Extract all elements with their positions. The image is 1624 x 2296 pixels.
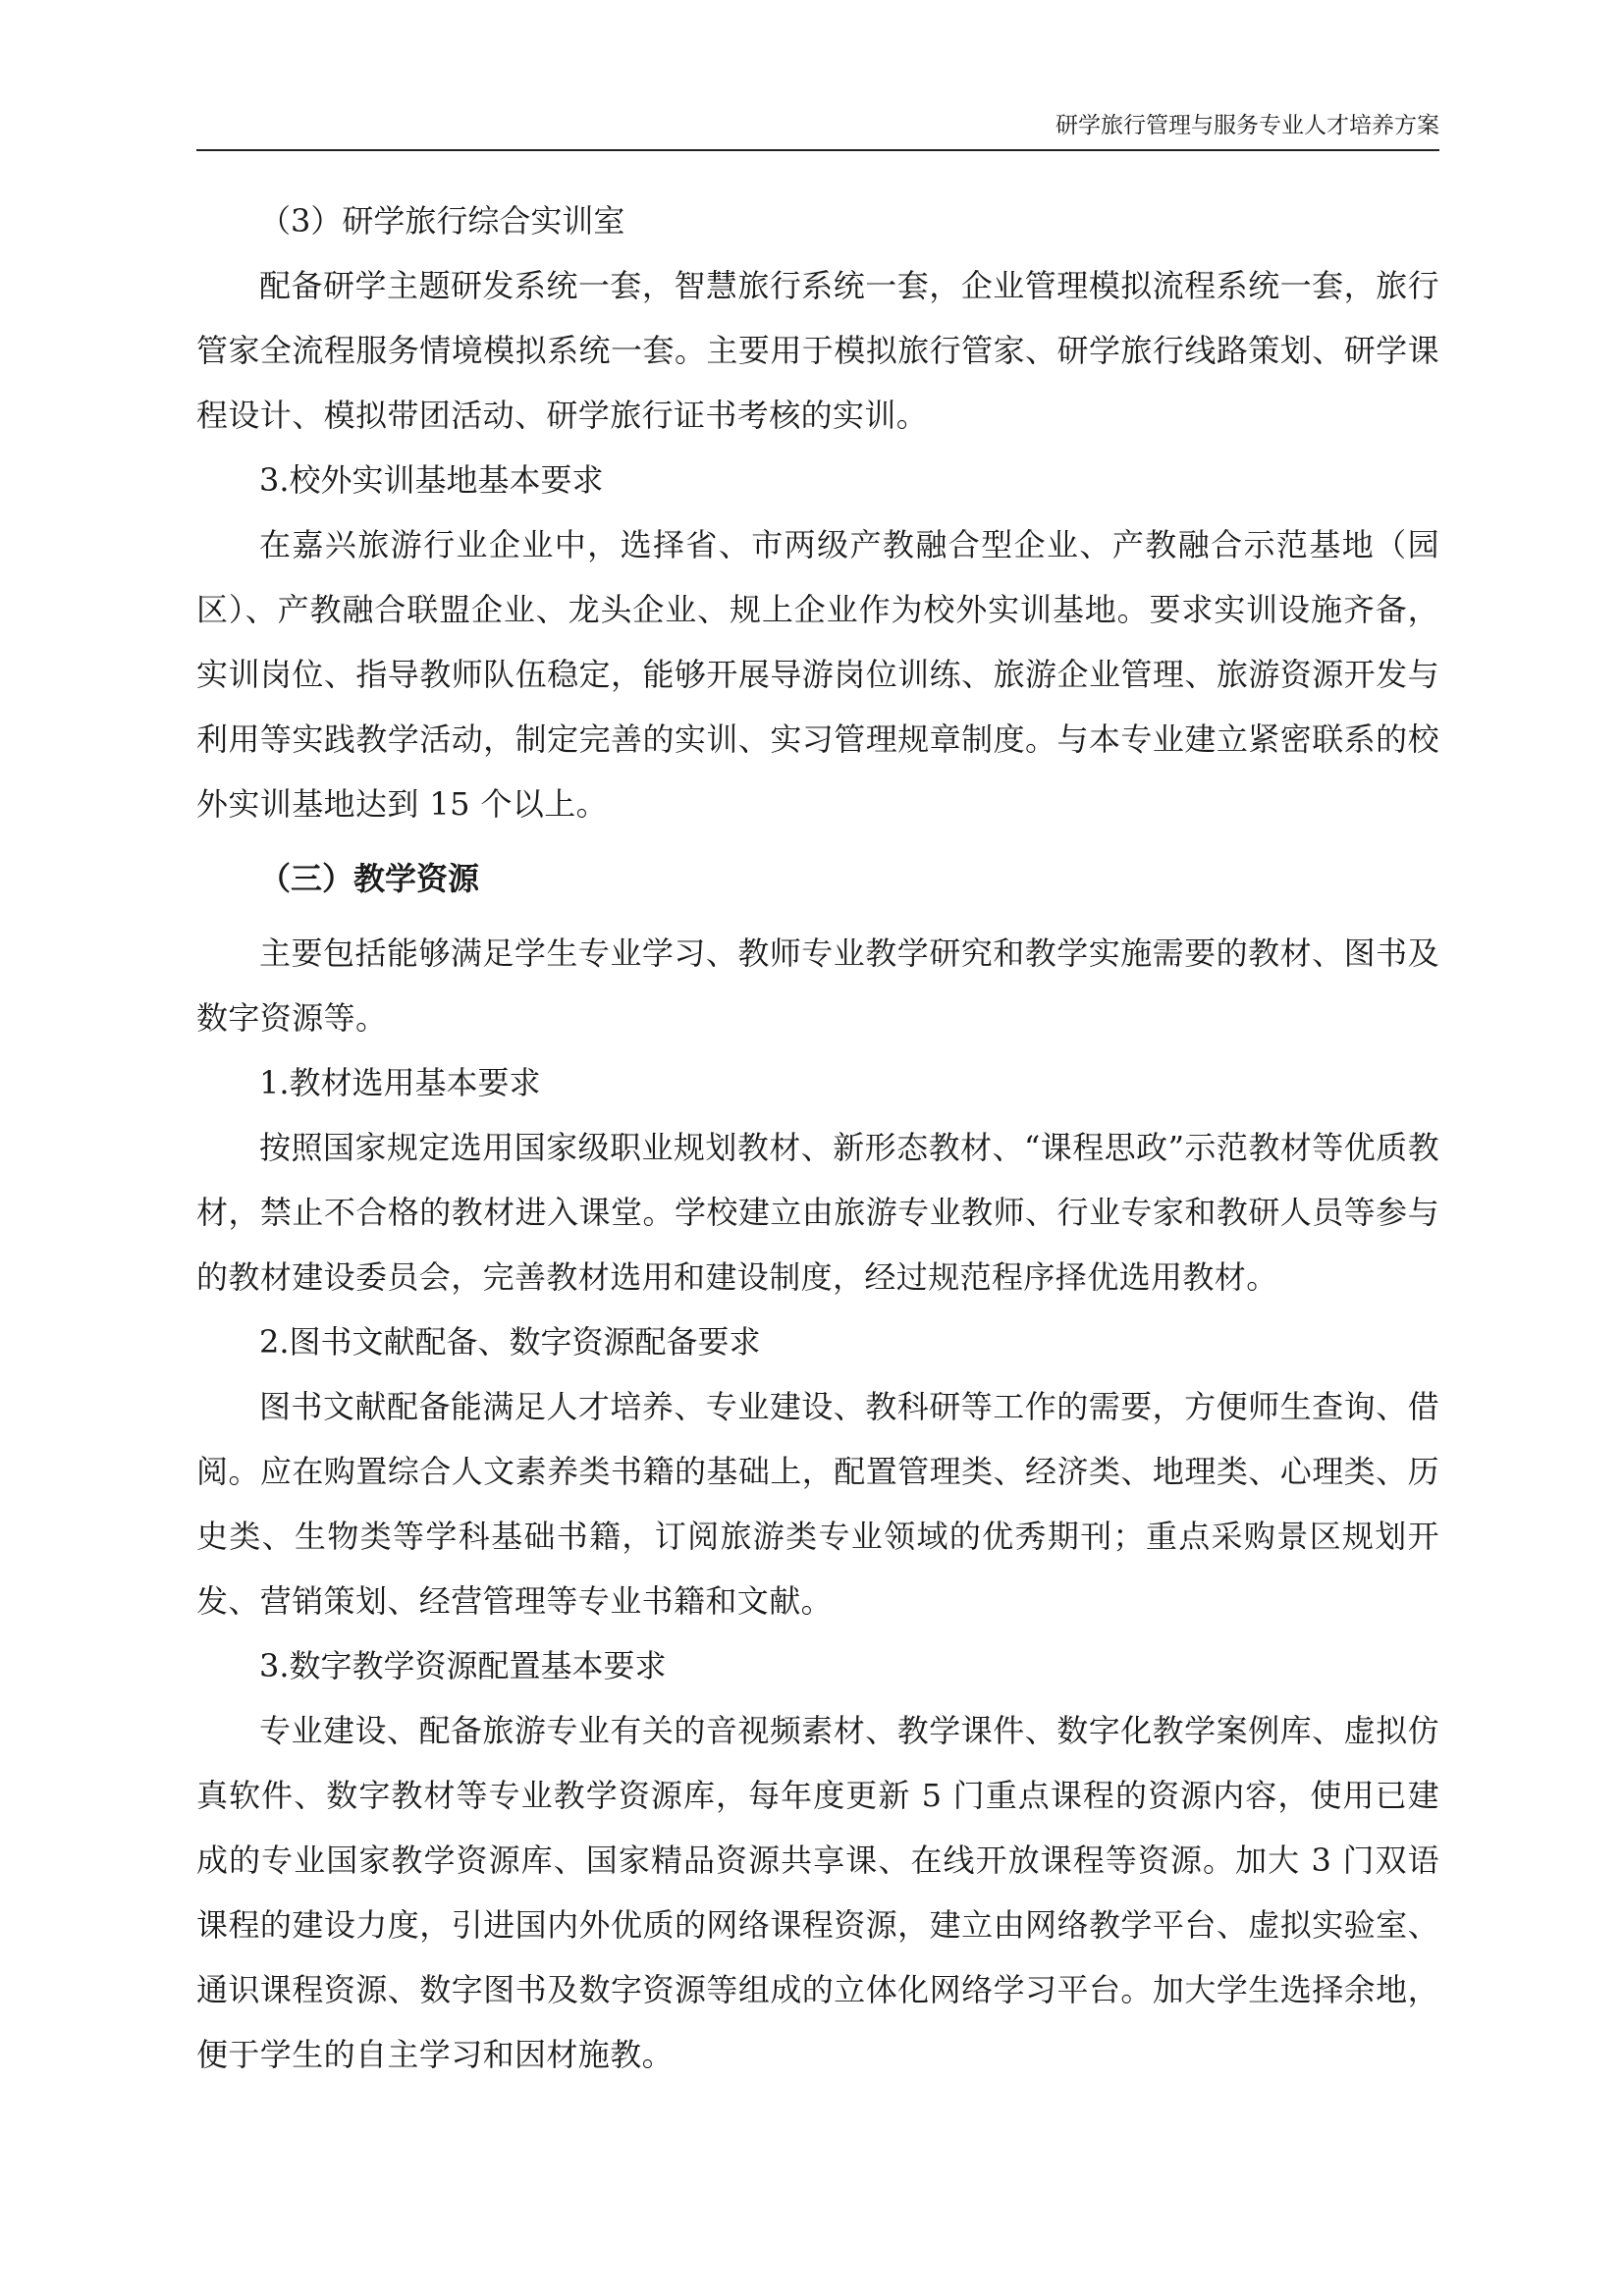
subheading-textbook-selection: 1.教材选用基本要求	[259, 1064, 541, 1101]
page-body	[196, 188, 1439, 2087]
section-heading-teaching-resources: （三）教学资源	[259, 860, 480, 897]
paragraph-training-room: 配备研学主题研发系统一套，智慧旅行系统一套，企业管理模拟流程系统一套，旅行管家全流程服务情境模拟系统一套。主要用于模拟旅行管家、研学旅行线路策划、研学课程设计、模拟带团活动、研学旅行证书考核的实训。	[196, 267, 1439, 434]
subheading-library-resources: 2.图书文献配备、数字资源配备要求	[259, 1323, 761, 1361]
paragraph-teaching-resources-intro: 主要包括能够满足学生专业学习、教师专业教学研究和教学实施需要的教材、图书及数字资源等。	[196, 934, 1439, 1037]
paragraph-textbook-selection: 按照国家规定选用国家级职业规划教材、新形态教材、“课程思政”示范教材等优质教材，禁止不合格的教材进入课堂。学校建立由旅游专业教师、行业专家和教研人员等参与的教材建设委员会，完善教材选用和建设制度，经过规范程序择优选用教材。	[196, 1129, 1439, 1296]
subheading-training-room: （3）研学旅行综合实训室	[259, 202, 625, 240]
paragraph-library-resources: 图书文献配备能满足人才培养、专业建设、教科研等工作的需要，方便师生查询、借阅。应在购置综合人文素养类书籍的基础上，配置管理类、经济类、地理类、心理类、历史类、生物类等学科基础书籍，订阅旅游类专业领域的优秀期刊；重点采购景区规划开发、营销策划、经营管理等专业书籍和文献。	[196, 1388, 1439, 1620]
paragraph-offcampus-base: 在嘉兴旅游行业企业中，选择省、市两级产教融合型企业、产教融合示范基地（园区）、产教融合联盟企业、龙头企业、规上企业作为校外实训基地。要求实训设施齐备，实训岗位、指导教师队伍稳定，能够开展导游岗位训练、旅游企业管理、旅游资源开发与利用等实践教学活动，制定完善的实训、实习管理规章制度。与本专业建立紧密联系的校外实训基地达到 15 个以上。	[196, 526, 1439, 823]
running-header	[196, 110, 1439, 151]
subheading-offcampus-base: 3.校外实训基地基本要求	[259, 461, 604, 499]
subheading-digital-resources: 3.数字教学资源配置基本要求	[259, 1647, 667, 1684]
paragraph-digital-resources: 专业建设、配备旅游专业有关的音视频素材、教学课件、数字化教学案例库、虚拟仿真软件、数字教材等专业教学资源库，每年度更新 5 门重点课程的资源内容，使用已建成的专业国家教学资源库、国家精品资源共享课、在线开放课程等资源。加大 3 门双语课程的建设力度，引进国内外优质的网络课程资源，建立由网络教学平台、虚拟实验室、通识课程资源、数字图书及数字资源等组成的立体化网络学习平台。加大学生选择余地，便于学生的自主学习和因材施教。	[196, 1712, 1439, 2073]
document-title: 研学旅行管理与服务专业人才培养方案	[1056, 113, 1439, 138]
